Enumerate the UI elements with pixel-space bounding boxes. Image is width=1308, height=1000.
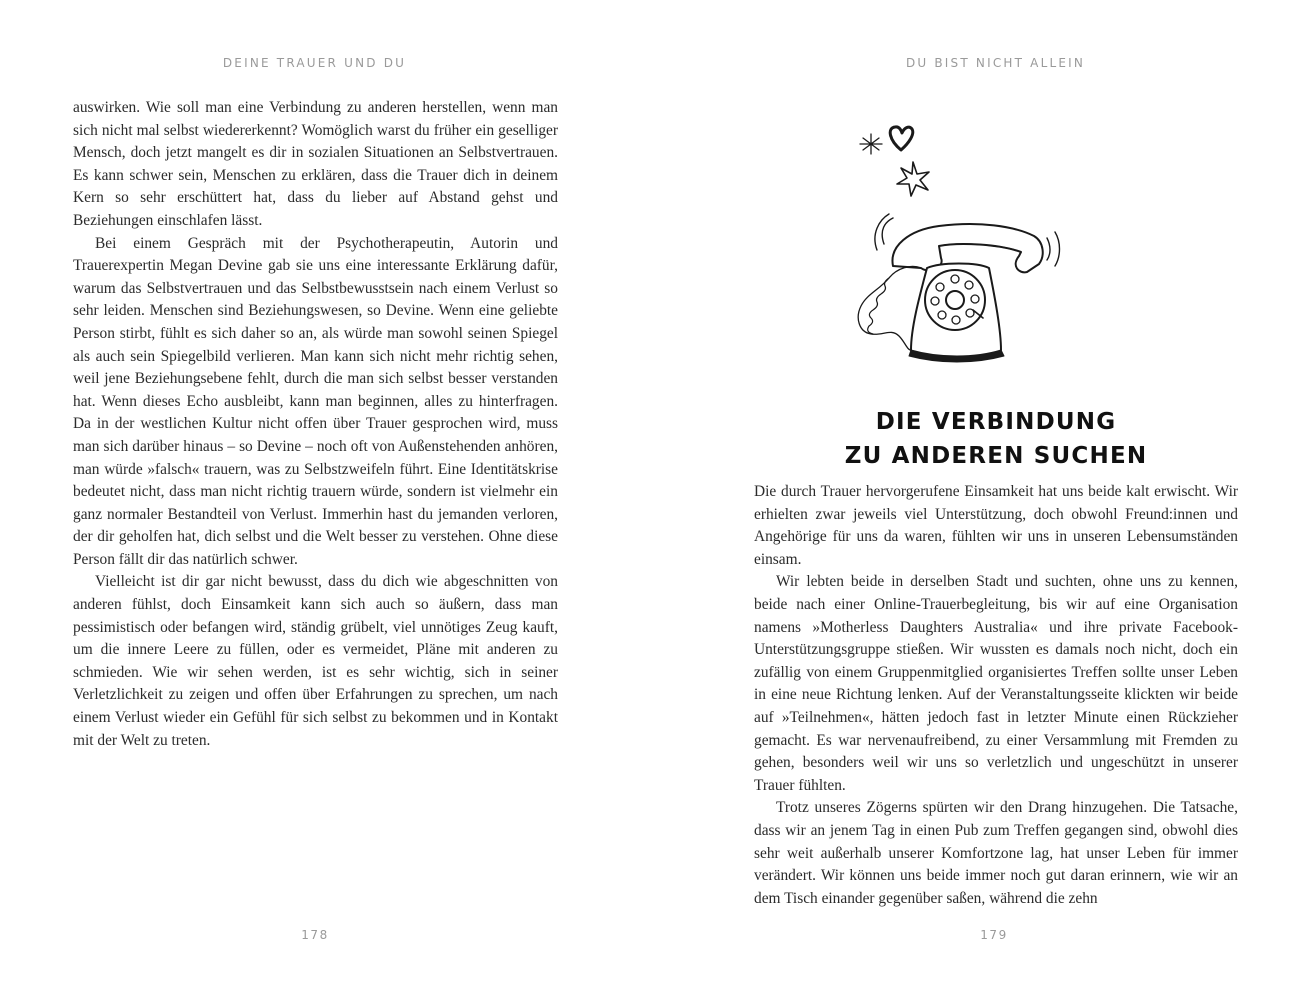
- paragraph: Trotz unseres Zögerns spürten wir den Drang hinzugehen. Die Tatsache, dass wir an jenem Tag in einen Pub zum Treffen gegangen sind, obwohl dies sehr weit außerhalb unserer Komfortzone lag, hat unser Leben für immer verändert. Wir können uns beide immer noch gut daran erinnern, wie wir an dem Tisch einander gegenüber saßen, während die zehn: [754, 799, 1238, 907]
- paragraph: auswirken. Wie soll man eine Verbindung zu anderen herstellen, wenn man sich nicht mal selbst wiedererkennt? Womöglich warst du früher ein geselliger Mensch, doch jetzt mangelt es dir in sozialen Situationen an Selbstvertrauen. Es kann schwer sein, Menschen zu erklären, dass die Trauer dich in deinem Kern so sehr erschüttert hat, dass du lieber auf Abstand gehst und Beziehungen einschlafen lässt.: [73, 99, 558, 229]
- heart-icon: [890, 127, 913, 150]
- chapter-title-line2: ZU ANDEREN SUCHEN: [844, 443, 1148, 469]
- page-number-right: 179: [980, 928, 1008, 942]
- paragraph: Die durch Trauer hervorgerufene Einsamkeit hat uns beide kalt erwischt. Wir erhielten zwar jeweils viel Unterstützung, doch obwohl Freund:innen und Angehörige für uns da waren, fühlten wir uns in unseren Lebensumständen einsam.: [754, 483, 1238, 568]
- paragraph: Wir lebten beide in derselben Stadt und suchten, ohne uns zu kennen, beide nach einer Online-Trauerbegleitung, bis wir auf eine Organisation namens »Motherless Daughters Australia« und ihre private Facebook-Unterstützungsgruppe stießen. Wir wussten es damals noch nicht, doch ein zufällig von einem Gruppenmitglied organisiertes Treffen sollte unser Leben in eine neue Richtung lenken. Auf der Veranstaltungsseite klickten wir beide auf »Teilnehmen«, hätten jedoch fast in letzter Minute einen Rückzieher gemacht. Es war nervenaufreibend, zu einer Versammlung mit Fremden zu gehen, besonders weil wir uns so verletzlich und ungeschützt in unserer Trauer fühlten.: [754, 573, 1238, 794]
- chapter-title-line1: DIE VERBINDUNG: [875, 409, 1117, 435]
- body-text-right: [754, 481, 1238, 910]
- running-head-right: DU BIST NICHT ALLEIN: [905, 56, 1086, 70]
- page-number-left: 178: [301, 928, 329, 942]
- paragraph: Bei einem Gespräch mit der Psychotherapeutin, Autorin und Trauerexpertin Megan Devine gab sie uns eine interessante Erklärung dafür, warum das Selbstvertrauen und das Selbstbewusstsein nach einem Verlust so sehr leiden. Menschen sind Beziehungswesen, so Devine. Wenn eine geliebte Person stirbt, fühlt es sich daher so an, als würde man sowohl seinen Spiegel als auch sein Spiegelbild verlieren. Man kann sich nicht mehr richtig sehen, weil jene Beziehungsebene fehlt, durch die man sich selbst besser verstanden hat. Wenn dieses Echo ausbleibt, kann man beginnen, alles zu hinterfragen. Da in der westlichen Kultur nicht offen über Trauer gesprochen wird, muss man sich darüber hinaus – so Devine – noch oft von Außenstehenden anhören, man würde »falsch« trauern, was zu Selbstzweifeln führt. Eine Identitätskrise bedeutet nicht, dass man nicht richtig trauern würde, sondern ist vielmehr ein ganz normaler Bestandteil von Verlust. Immerhin hast du jemanden verloren, der dir geholfen hat, dich selbst und die Welt besser zu verstehen. Ohne diese Person fällt dir das natürlich schwer.: [73, 234, 558, 568]
- body-text-left: [73, 97, 558, 752]
- paragraph: Vielleicht ist dir gar nicht bewusst, dass du dich wie abgeschnitten von anderen fühlst, doch Einsamkeit kann sich auch so äußern, dass man pessimistisch oder befangen wird, ständig grübelt, viel unnötiges Zeug kauft, um die innere Leere zu füllen, oder es vermeidet, Pläne mit anderen zu schmieden. Wie wir sehen werden, ist es sehr wichtig, sich in seiner Verletzlichkeit zu zeigen und offen über Erfahrungen zu sprechen, um nach einem Verlust wieder ein Gefühl für sich selbst zu bekommen und in Kontakt mit der Welt zu treten.: [73, 573, 558, 749]
- right-page: [654, 0, 1308, 1000]
- star-icon: [897, 162, 929, 196]
- running-head-left: DEINE TRAUER UND DU: [222, 56, 407, 70]
- telephone-illustration: [849, 118, 1109, 374]
- chapter-title: [754, 405, 1238, 473]
- sparkle-icon: [860, 134, 882, 154]
